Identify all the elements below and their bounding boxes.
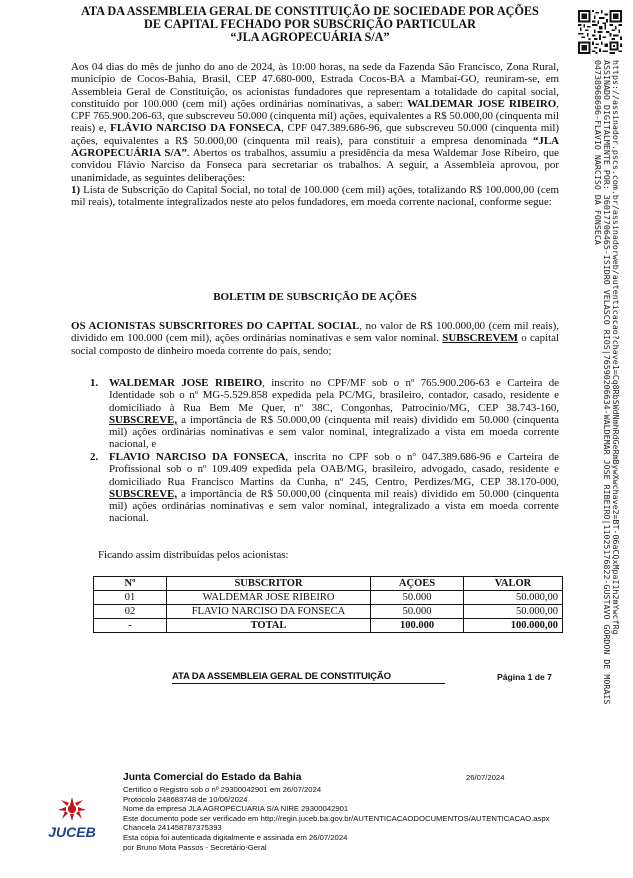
protocol-line: Protocolo 248683748 de 10/06/2024 [123,794,248,804]
resolution-text: Lista de Subscrição do Capital Social, no total de 100.000 (cem mil) ações, totalizando R$ 100.000,00 (cem mil reais), totalmente integralizados neste ato pelos fundadores, em moeda corrente nacional, conforme segue: [71,183,559,209]
cell-number: - [94,619,167,633]
subscriber-name: FLAVIO NARCISO DA FONSECA [109,451,286,463]
juceb-certification [123,785,550,852]
digital-signers: ASSINADO DIGITALMENTE POR: 36017706465-ISIDRO VELASCO RIOS|76590206634-WALDEMAR JOSE RIBEIRO|11025176822-GUSTAVO GORDON DE MORAIS [602,60,612,705]
col-header-number: Nº [94,577,167,591]
cell-total-value: 100.000,00 [464,619,563,633]
subscriber-item-1 [90,377,559,451]
cell-subscriber: FLAVIO NARCISO DA FONSECA [167,605,371,619]
subscriber-details: , inscrita no CPF sob o nº 047.389.686-96 e Carteira de Profissional sob o nº 109.409 expedida pela OAB/MG, brasileiro, advogado, casado, residente e domiciliado Rua Francisco Martins da Cunha, nº 245, Centro, Perdizes/MG, CEP 38.170-000, [109,451,559,488]
title-line-1: ATA DA ASSEMBLEIA GERAL DE CONSTITUIÇÃO DE SOCIEDADE POR AÇÕES [81,4,539,18]
signatory-line: por Bruno Mota Passos - Secretário-Geral [123,842,267,852]
intro-text-a: Aos 04 dias do mês de junho do ano de 2024, às 10:00 horas, na sede da Fazenda São Francisco, Zona Rural, município de Cocos-Bahia, Brasil, CEP 47.680-000, Estrada Cocos-BA a Mambaí-GO, reuniram-se, em Assembleia Geral de Constituição, os acionistas fundadores que representam a totalidade do capital social, constituído por 100.000 (cem mil) ações ordinárias nominativas, a saber: [71,61,559,110]
intro-text-c: , CPF 047.389.686-96, que subscreveu 50.000 (cinquenta mil) ações, equivalentes a R$ 50.000,00 (cinquenta mil reais), para constituir a empresa denominada [71,122,560,147]
subscriber-name: WALDEMAR JOSE RIBEIRO [109,377,263,389]
cell-number: 01 [94,591,167,605]
cell-shares: 50.000 [371,605,464,619]
col-header-shares: AÇOES [371,577,464,591]
juceb-date: 26/07/2024 [466,773,505,782]
certification-line: Certifico o Registro sob o nº 29300042901 em 26/07/2024 [123,785,322,794]
subscrevem-word: SUBSCREVEM [442,332,518,345]
company-nire-line: Nome da empresa JLA AGROPECUARIA S/A NIRE 29300042901 [123,804,349,814]
company-name: “JLA AGROPECUÁRIA S/A” [71,134,559,160]
cell-value: 50.000,00 [464,591,563,605]
subscriber-amount: a importância de R$ 50.000,00 (cinquenta mil reais) dividido em 50.000 (cinquenta mil) ações ordinárias nominativas e sem valor nominal, integralizado a vista em moeda corrente nacional, e [109,413,559,451]
juceb-title: Junta Comercial do Estado da Bahia [123,772,302,783]
col-header-value: VALOR [464,577,563,591]
boletim-lead-bold: OS ACIONISTAS SUBSCRITORES DO CAPITAL SOCIAL [71,320,360,332]
table-row [94,591,563,605]
table-total-row [94,619,563,633]
chancela-line: Chancela 241458787375393 [123,823,222,833]
title-line-2: DE CAPITAL FECHADO POR SUBSCRIÇÃO PARTICULAR [144,17,476,31]
resolution-number: 1) [71,183,81,196]
intro-paragraph [71,61,559,209]
boletim-text-b: o capital social composto de dinheiro moeda corrente do país, sendo; [71,332,559,357]
intro-text-b: , CPF 765.900.206-63, que subscreveu 50.000 (cinquenta mil) ações, equivalentes a R$ 50.000,00 (cinquenta mil reais) e, [71,97,559,135]
subscriber-amount: a importância de R$ 50.000,00 (cinquenta mil reais) dividido em 50.000 (cinquenta mil) ações ordinárias nominativas e sem valor nominal, integralizado a vista em moeda corrente nacional. [109,487,559,525]
verification-url-line[interactable]: Este documento pode ser verificado em http://regin.juceb.ba.gov.br/AUTENTICACAODOCUMENTOS/AUTENTICACAO.aspx [123,813,550,823]
distribution-intro: Ficando assim distribuídas pelos acionistas: [98,549,289,561]
table-header-row [94,577,563,591]
table-row [94,605,563,619]
cell-number: 02 [94,605,167,619]
col-header-subscriber: SUBSCRITOR [167,577,371,591]
footer-divider [172,683,445,684]
subscriber-item-2 [90,451,559,525]
subscriber-number: 2. [90,451,99,463]
intro-text-d: . Abertos os trabalhos, assumiu a presidência da mesa Waldemar Jose Ribeiro, que convidou Flávio Narciso da Fonseca para secretariar os trabalhos. A seguir, a Assembleia aprovou, por unanimidade, as seguintes deliberações: [71,147,559,184]
digital-signer-extra: 04738968696-FLAVIO NARCISO DA FONSECA [593,60,603,245]
cell-shares: 50.000 [371,591,464,605]
subscriber-number: 1. [90,377,99,389]
subscreve-word: SUBSCREVE, [109,487,178,500]
shares-table [93,576,563,633]
cell-subscriber: WALDEMAR JOSE RIBEIRO [167,591,371,605]
juceb-logo-icon [36,795,108,841]
cell-total-label: TOTAL [167,619,371,633]
founder-name-2: FLÁVIO NARCISO DA FONSECA [110,122,282,135]
authentication-line: Esta cópia foi autenticada digitalmente e assinada em 26/07/2024 [123,832,348,842]
qr-code-icon [578,10,622,54]
authentication-url: https://assinador.pscs.com.br/assinadorweb/autenticacao?chave1=Cq8RbSWdNmhRdGeRmBywXwchave2=BT-06aCQxMpaI1h2mYwcfRg [611,60,621,635]
cell-total-shares: 100.000 [371,619,464,633]
boletim-paragraph [71,320,559,357]
footer-doc-title: ATA DA ASSEMBLEIA GERAL DE CONSTITUIÇÃO [172,671,391,682]
cell-value: 50.000,00 [464,605,563,619]
juceb-logo-text: JUCEB [48,824,96,840]
subscriber-details: , inscrito no CPF/MF sob o nº 765.900.206-63 e Carteira de Identidade sob o nº MG-5.529.858 expedida pela PC/MG, brasileiro, contador, casado, residente e domiciliado à Rua Bem Me Quer, nº 38C, Congonhas, Patrocinio/MG, CEP 38.743-160, [109,377,559,414]
title-line-3: “JLA AGROPECUÁRIA S/A” [230,30,390,44]
founder-name-1: WALDEMAR JOSE RIBEIRO [407,97,557,110]
subscreve-word: SUBSCREVE, [109,413,178,426]
boletim-title: BOLETIM DE SUBSCRIÇÃO DE AÇÕES [213,291,417,303]
footer-page-number: Página 1 de 7 [497,672,552,682]
boletim-text-a: , no valor de R$ 100.000,00 (cem mil reais), dividido em 100.000 (cem mil), ações ordinárias nominativas e sem valor nominal. [71,320,559,345]
